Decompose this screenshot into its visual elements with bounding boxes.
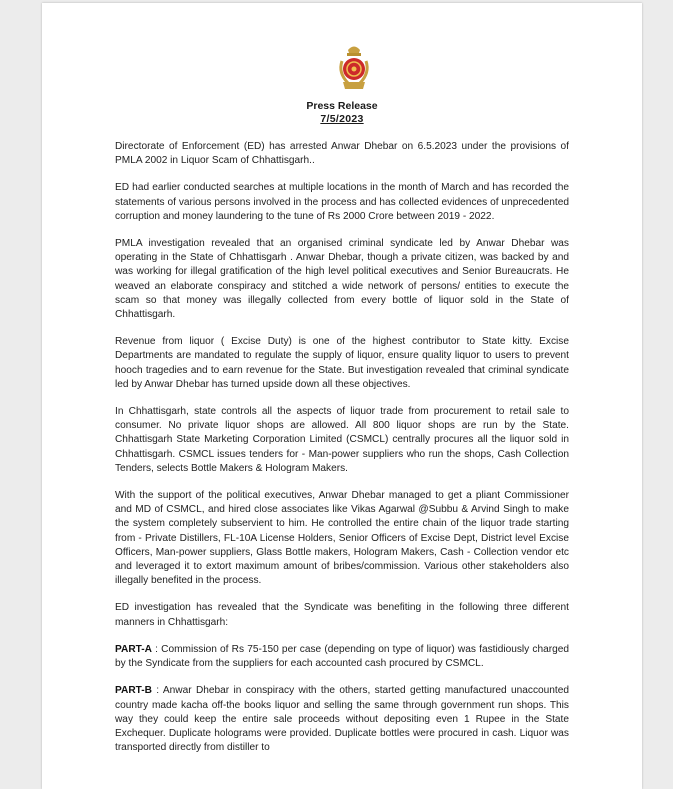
part-a-label: PART-A (115, 643, 152, 655)
part-b-text: : Anwar Dhebar in conspiracy with the others, started getting manufactured unaccounted country made kacha off-the books liquor and selling the same through government run shops. This way they could keep the entire sale proceeds without depositing even 1 Rupee in the State Exchequer. Duplicate holograms were provided. Duplicate bottles were procured in cash. Liquor was transported directly from distiller to (115, 685, 569, 754)
paragraph: ED investigation has revealed that the Syndicate was benefiting in the following three different manners in Chhattisgarh: (115, 602, 569, 628)
part-a-text: : Commission of Rs 75-150 per case (depending on type of liquor) was fastidiously charged by the Syndicate from the suppliers for each accounted cash procured by CSMCL. (115, 643, 569, 670)
paragraph-part-a (115, 643, 569, 671)
paragraph: Directorate of Enforcement (ED) has arrested Anwar Dhebar on 6.5.2023 under the provisions of PMLA 2002 in Liquor Scam of Chhattisgarh.. (115, 141, 569, 167)
paragraph: PMLA investigation revealed that an organised criminal syndicate led by Anwar Dhebar was operating in the State of Chhattisgarh . Anwar Dhebar, though a private citizen, was backed by and was working for illegal gratification of the high level political executives and Senior Bureaucrats. He weaved an elaborate conspiracy and stitched a wide network of persons/ entities to execute the scam so that money was illegally collected from every bottle of liquor sold in the State of Chhattisgarh. (115, 238, 569, 321)
paragraph: In Chhattisgarh, state controls all the aspects of liquor trade from procurement to retail sale to consumer. No private liquor shops are allowed. All 800 liquor shops are run by the State. Chhattisgarh State Marketing Corporation Limited (CSMCL) centrally procures all the liquor sold in Chhattisgarh. CSMCL issues tenders for - Man-power suppliers who run the shops, Cash Collection Tenders, selects Bottle Makers & Hologram Makers. (115, 406, 569, 474)
press-release-body (115, 140, 569, 768)
paragraph-part-b (115, 684, 569, 755)
press-release-page (42, 3, 642, 789)
press-release-date: 7/5/2023 (320, 113, 364, 125)
press-release-title: Press Release (306, 100, 378, 112)
ed-emblem-icon (334, 41, 374, 93)
paragraph: ED had earlier conducted searches at multiple locations in the month of March and has recorded the statements of various persons involved in the process and has collected evidences of unprecedented corruption and money laundering to the tune of Rs 2000 Crore between 2019 - 2022. (115, 182, 569, 222)
paragraph: With the support of the political executives, Anwar Dhebar managed to get a pliant Commissioner and MD of CSMCL, and hired close associates like Vikas Agarwal @Subbu & Arvind Singh to make the system completely subservient to him. He controlled the entire chain of the liquor trade starting from - Private Distillers, FL-10A License Holders, Senior Officers of Excise Dept, District level Excise Officers, Man-power suppliers, Glass Bottle makers, Hologram Makers, Cash - Collection vendor etc and leveraged it to extort maximum amount of bribes/commission. Various other stakeholders also illegally benefited in the process. (115, 490, 569, 587)
part-b-label: PART-B (115, 685, 152, 697)
paragraph: Revenue from liquor ( Excise Duty) is one of the highest contributor to State kitty. Excise Departments are mandated to regulate the supply of liquor, ensure quality liquor to users to prevent hooch tragedies and to earn revenue for the State. But investigation revealed that criminal syndicate led by Anwar Dhebar has turned upside down all these objectives. (115, 336, 569, 390)
